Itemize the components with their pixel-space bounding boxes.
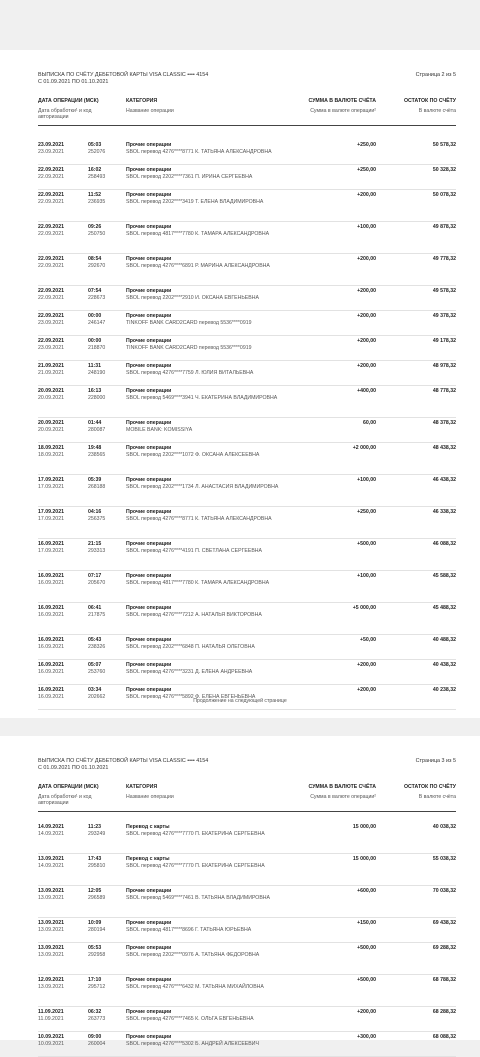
transaction-row xyxy=(38,165,456,190)
operation-description: TINKOFF BANK CARD2CARD перевод 5536****0919 xyxy=(126,320,252,326)
operation-description: SBOL перевод 2202****6848 П. НАТАЛЬЯ ОЛЕГОВНА xyxy=(126,644,255,650)
operation-amount: +150,00 xyxy=(357,920,376,926)
processing-date: 17.09.2021 xyxy=(38,548,64,554)
transaction-row xyxy=(38,1007,456,1032)
processing-date: 16.09.2021 xyxy=(38,580,64,586)
operation-description: SBOL перевод 2202****2910 И. ОКСАНА ЕВГЕНЬЕВНА xyxy=(126,295,259,301)
processing-date: 13.09.2021 xyxy=(38,895,64,901)
continuation-note: Продолжение на следующей странице xyxy=(193,698,287,704)
authorization-code: 295712 xyxy=(88,984,106,990)
operation-date: 11.09.2021 xyxy=(38,1009,64,1015)
statement-page-3 xyxy=(0,736,480,1047)
operation-category: Перевод с карты xyxy=(126,824,170,830)
col-balance-subheader: В валюте счёта xyxy=(418,108,456,114)
operation-amount: +600,00 xyxy=(357,888,376,894)
operation-description: SBOL перевод 4276****5302 Б. АНДРЕЙ АЛЕКСЕЕВИЧ xyxy=(126,1041,259,1047)
operation-amount: +500,00 xyxy=(357,977,376,983)
header-divider xyxy=(38,125,456,126)
authorization-code: 280194 xyxy=(88,927,106,933)
authorization-code: 268188 xyxy=(88,484,106,490)
col-amount-subheader: Сумма в валюте операции² xyxy=(310,108,376,114)
operation-category: Прочие операции xyxy=(126,605,172,611)
account-balance: 40 038,32 xyxy=(432,824,456,830)
transaction-row xyxy=(38,475,456,507)
operation-date: 16.09.2021 xyxy=(38,662,64,668)
transaction-row xyxy=(38,286,456,311)
operation-amount: +250,00 xyxy=(357,167,376,173)
operation-time: 03:34 xyxy=(88,687,102,693)
operation-time: 17:43 xyxy=(88,856,102,862)
operation-amount: +250,00 xyxy=(357,142,376,148)
operation-amount: +200,00 xyxy=(357,687,376,693)
processing-date: 16.09.2021 xyxy=(38,612,64,618)
account-balance: 40 438,32 xyxy=(432,662,456,668)
transaction-row xyxy=(38,635,456,660)
operation-description: SBOL перевод 4817****7780 К. ТАМАРА АЛЕКСАНДРОВНА xyxy=(126,580,270,586)
account-balance: 46 338,32 xyxy=(432,509,456,515)
account-balance: 49 378,32 xyxy=(432,313,456,319)
transaction-list xyxy=(38,140,456,710)
operation-date: 17.09.2021 xyxy=(38,509,64,515)
operation-date: 22.09.2021 xyxy=(38,288,64,294)
operation-time: 00:00 xyxy=(88,338,102,344)
operation-amount: +500,00 xyxy=(357,945,376,951)
operation-amount: +200,00 xyxy=(357,288,376,294)
transaction-row xyxy=(38,822,456,854)
transaction-list xyxy=(38,822,456,1057)
operation-description: SBOL перевод 4276****8771 К. ТАТЬЯНА АЛЕКСАНДРОВНА xyxy=(126,149,272,155)
operation-time: 00:00 xyxy=(88,313,102,319)
operation-category: Прочие операции xyxy=(126,888,172,894)
operation-time: 06:32 xyxy=(88,1009,102,1015)
operation-description: SBOL перевод 2202****1072 Ф. ОКСАНА АЛЕКСЕЕВНА xyxy=(126,452,260,458)
operation-time: 09:26 xyxy=(88,224,102,230)
operation-category: Прочие операции xyxy=(126,977,172,983)
authorization-code: 218870 xyxy=(88,345,106,351)
col-balance-subheader: В валюте счёта xyxy=(418,794,456,800)
operation-category: Прочие операции xyxy=(126,662,172,668)
operation-category: Прочие операции xyxy=(126,338,172,344)
processing-date: 11.09.2021 xyxy=(38,1016,64,1022)
operation-category: Прочие операции xyxy=(126,167,172,173)
operation-date: 13.09.2021 xyxy=(38,945,64,951)
operation-time: 21:15 xyxy=(88,541,102,547)
processing-date: 14.09.2021 xyxy=(38,863,64,869)
processing-date: 23.09.2021 xyxy=(38,320,64,326)
processing-date: 17.09.2021 xyxy=(38,484,64,490)
operation-amount: +100,00 xyxy=(357,224,376,230)
operation-time: 11:23 xyxy=(88,824,101,830)
operation-time: 05:53 xyxy=(88,945,102,951)
authorization-code: 256375 xyxy=(88,516,106,522)
col-amount-subheader: Сумма в валюте операции² xyxy=(310,794,376,800)
operation-description: SBOL перевод 4276****5892 Ф. ЕЛЕНА ЕВГЕНЬЕВНА xyxy=(126,694,256,700)
account-balance: 49 178,32 xyxy=(432,338,456,344)
processing-date: 16.09.2021 xyxy=(38,669,64,675)
operation-amount: +100,00 xyxy=(357,477,376,483)
operation-time: 16:02 xyxy=(88,167,102,173)
operation-description: SBOL перевод 2202****0976 А. ТАТЬЯНА ФЕДОРОВНА xyxy=(126,952,260,958)
operation-description: SBOL перевод 4276****7770 П. ЕКАТЕРИНА СЕРГЕЕВНА xyxy=(126,831,265,837)
transaction-row xyxy=(38,660,456,685)
processing-date: 20.09.2021 xyxy=(38,427,64,433)
account-balance: 68 788,32 xyxy=(432,977,456,983)
operation-category: Прочие операции xyxy=(126,224,172,230)
operation-date: 13.09.2021 xyxy=(38,856,64,862)
operation-description: SBOL перевод 4817****7780 К. ТАМАРА АЛЕКСАНДРОВНА xyxy=(126,231,270,237)
operation-category: Прочие операции xyxy=(126,945,172,951)
operation-category: Прочие операции xyxy=(126,477,172,483)
operation-description: TINKOFF BANK CARD2CARD перевод 5536****0919 xyxy=(126,345,252,351)
account-balance: 46 088,32 xyxy=(432,541,456,547)
authorization-code: 280087 xyxy=(88,427,106,433)
statement-period: С 01.09.2021 ПО 01.10.2021 xyxy=(38,79,109,85)
operation-category: Прочие операции xyxy=(126,637,172,643)
operation-date: 13.09.2021 xyxy=(38,888,64,894)
authorization-code: 293249 xyxy=(88,831,106,837)
transaction-row xyxy=(38,943,456,975)
processing-date: 10.09.2021 xyxy=(38,1041,64,1047)
operation-description: SBOL перевод 2202****7361 П. ИРИНА СЕРГЕЕВНА xyxy=(126,174,253,180)
processing-date: 16.09.2021 xyxy=(38,644,64,650)
operation-time: 07:54 xyxy=(88,288,102,294)
operation-description: SBOL перевод 4276****6891 Р. МАРИНА АЛЕКСАНДРОВНА xyxy=(126,263,270,269)
operation-amount: +200,00 xyxy=(357,192,376,198)
col-balance-header: ОСТАТОК ПО СЧЁТУ xyxy=(404,784,456,790)
authorization-code: 250750 xyxy=(88,231,106,237)
authorization-code: 246147 xyxy=(88,320,106,326)
account-balance: 68 088,32 xyxy=(432,1034,456,1040)
processing-date: 16.09.2021 xyxy=(38,694,64,700)
operation-amount: 60,00 xyxy=(363,420,376,426)
operation-description: SBOL перевод 2202****3419 Т. ЕЛЕНА ВЛАДИМИРОВНА xyxy=(126,199,264,205)
operation-amount: +100,00 xyxy=(357,573,376,579)
operation-category: Прочие операции xyxy=(126,256,172,262)
operation-date: 16.09.2021 xyxy=(38,573,64,579)
operation-date: 20.09.2021 xyxy=(38,388,64,394)
operation-time: 12:05 xyxy=(88,888,102,894)
operation-description: SBOL перевод 4276****7465 К. ОЛЬГА ЕВГЕНЬЕВНА xyxy=(126,1016,254,1022)
operation-description: SBOL перевод 4276****7770 П. ЕКАТЕРИНА СЕРГЕЕВНА xyxy=(126,863,265,869)
operation-time: 01:44 xyxy=(88,420,102,426)
operation-amount: +250,00 xyxy=(357,509,376,515)
transaction-row xyxy=(38,918,456,943)
processing-date: 22.09.2021 xyxy=(38,295,64,301)
authorization-code: 260004 xyxy=(88,1041,106,1047)
operation-date: 22.09.2021 xyxy=(38,338,64,344)
account-balance: 49 578,32 xyxy=(432,288,456,294)
col-category-subheader: Название операции xyxy=(126,108,174,114)
transaction-row xyxy=(38,571,456,603)
operation-date: 16.09.2021 xyxy=(38,605,64,611)
operation-category: Прочие операции xyxy=(126,920,172,926)
operation-category: Прочие операции xyxy=(126,509,172,515)
column-headers xyxy=(38,784,456,814)
statement-header xyxy=(38,72,456,86)
transaction-row xyxy=(38,336,456,361)
operation-date: 23.09.2021 xyxy=(38,142,64,148)
operation-time: 16:13 xyxy=(88,388,102,394)
processing-date: 23.09.2021 xyxy=(38,345,64,351)
processing-date: 13.09.2021 xyxy=(38,952,64,958)
operation-amount: +2 000,00 xyxy=(352,445,376,451)
operation-description: SBOL перевод 4276****6432 М. ТАТЬЯНА МИХАЙЛОВНА xyxy=(126,984,264,990)
operation-date: 22.09.2021 xyxy=(38,167,64,173)
operation-category: Прочие операции xyxy=(126,288,172,294)
account-balance: 55 038,32 xyxy=(432,856,456,862)
col-amount-header: СУММА В ВАЛЮТЕ СЧЁТА xyxy=(308,784,376,790)
operation-category: Прочие операции xyxy=(126,388,172,394)
col-date-subheader: Дата обработки¹ и код авторизации xyxy=(38,794,92,807)
account-balance: 45 488,32 xyxy=(432,605,456,611)
processing-date: 22.09.2021 xyxy=(38,263,64,269)
authorization-code: 296589 xyxy=(88,895,106,901)
authorization-code: 236935 xyxy=(88,199,106,205)
page-number: Страница 2 из 5 xyxy=(415,72,456,78)
authorization-code: 238326 xyxy=(88,644,106,650)
authorization-code: 263773 xyxy=(88,1016,106,1022)
operation-time: 08:54 xyxy=(88,256,102,262)
transaction-row xyxy=(38,507,456,539)
account-balance: 45 588,32 xyxy=(432,573,456,579)
processing-date: 23.09.2021 xyxy=(38,149,64,155)
operation-category: Прочие операции xyxy=(126,1009,172,1015)
account-balance: 48 778,32 xyxy=(432,388,456,394)
operation-amount: +200,00 xyxy=(357,338,376,344)
statement-title: ВЫПИСКА ПО СЧЁТУ ДЕБЕТОВОЙ КАРТЫ VISA CLASSIC •••• 4154 xyxy=(38,758,209,764)
col-date-subheader: Дата обработки¹ и код авторизации xyxy=(38,108,92,121)
operation-description: SBOL перевод 4276****3231 Д. ЕЛЕНА АНДРЕЕВНА xyxy=(126,669,253,675)
col-category-header: КАТЕГОРИЯ xyxy=(126,784,158,790)
processing-date: 13.09.2021 xyxy=(38,984,64,990)
transaction-row xyxy=(38,140,456,165)
header-divider xyxy=(38,811,456,812)
processing-date: 21.09.2021 xyxy=(38,370,64,376)
authorization-code: 228000 xyxy=(88,395,106,401)
account-balance: 69 438,32 xyxy=(432,920,456,926)
transaction-row xyxy=(38,222,456,254)
operation-description: SBOL перевод 5469****3941 Ч. ЕКАТЕРИНА ВЛАДИМИРОВНА xyxy=(126,395,278,401)
operation-time: 04:16 xyxy=(88,509,102,515)
operation-date: 22.09.2021 xyxy=(38,313,64,319)
operation-category: Прочие операции xyxy=(126,445,172,451)
transaction-row xyxy=(38,311,456,336)
col-date-header: ДАТА ОПЕРАЦИИ (МСК) xyxy=(38,98,99,104)
transaction-row xyxy=(38,975,456,1007)
operation-date: 14.09.2021 xyxy=(38,824,64,830)
operation-description: MOBILE BANK: KOMISSIYA xyxy=(126,427,193,433)
statement-header xyxy=(38,758,456,772)
operation-time: 09:00 xyxy=(88,1034,102,1040)
transaction-row xyxy=(38,361,456,386)
account-balance: 40 488,32 xyxy=(432,637,456,643)
account-balance: 68 288,32 xyxy=(432,1009,456,1015)
processing-date: 18.09.2021 xyxy=(38,452,64,458)
operation-time: 10:09 xyxy=(88,920,102,926)
account-balance: 48 978,32 xyxy=(432,363,456,369)
authorization-code: 248190 xyxy=(88,370,106,376)
transaction-row xyxy=(38,603,456,635)
authorization-code: 292958 xyxy=(88,952,106,958)
account-balance: 40 238,32 xyxy=(432,687,456,693)
authorization-code: 258493 xyxy=(88,174,106,180)
authorization-code: 205670 xyxy=(88,580,106,586)
transaction-row xyxy=(38,190,456,222)
operation-date: 18.09.2021 xyxy=(38,445,64,451)
operation-category: Прочие операции xyxy=(126,363,172,369)
processing-date: 22.09.2021 xyxy=(38,174,64,180)
operation-category: Прочие операции xyxy=(126,192,172,198)
statement-title: ВЫПИСКА ПО СЧЁТУ ДЕБЕТОВОЙ КАРТЫ VISA CLASSIC •••• 4154 xyxy=(38,72,209,78)
operation-time: 05:03 xyxy=(88,142,102,148)
operation-date: 20.09.2021 xyxy=(38,420,64,426)
operation-category: Прочие операции xyxy=(126,142,172,148)
account-balance: 46 438,32 xyxy=(432,477,456,483)
processing-date: 13.09.2021 xyxy=(38,927,64,933)
operation-category: Прочие операции xyxy=(126,573,172,579)
operation-description: SBOL перевод 4276****7212 А. НАТАЛЬЯ ВИКТОРОВНА xyxy=(126,612,262,618)
authorization-code: 217875 xyxy=(88,612,106,618)
account-balance: 50 578,32 xyxy=(432,142,456,148)
operation-time: 17:10 xyxy=(88,977,102,983)
operation-time: 05:43 xyxy=(88,637,102,643)
statement-period: С 01.09.2021 ПО 01.10.2021 xyxy=(38,765,109,771)
account-balance: 50 328,32 xyxy=(432,167,456,173)
processing-date: 14.09.2021 xyxy=(38,831,64,837)
operation-amount: +200,00 xyxy=(357,313,376,319)
transaction-row xyxy=(38,386,456,418)
authorization-code: 253760 xyxy=(88,669,106,675)
operation-date: 16.09.2021 xyxy=(38,687,64,693)
processing-date: 22.09.2021 xyxy=(38,199,64,205)
operation-category: Прочие операции xyxy=(126,420,172,426)
authorization-code: 228673 xyxy=(88,295,106,301)
account-balance: 48 378,32 xyxy=(432,420,456,426)
operation-description: SBOL перевод 5469****7461 В. ТАТЬЯНА ВЛАДИМИРОВНА xyxy=(126,895,270,901)
transaction-row xyxy=(38,1032,456,1057)
operation-time: 06:41 xyxy=(88,605,102,611)
operation-date: 13.09.2021 xyxy=(38,920,64,926)
operation-amount: +50,00 xyxy=(359,637,376,643)
operation-category: Перевод с карты xyxy=(126,856,170,862)
transaction-row xyxy=(38,443,456,475)
operation-amount: 15 000,00 xyxy=(352,824,376,830)
account-balance: 49 878,32 xyxy=(432,224,456,230)
transaction-row xyxy=(38,886,456,918)
authorization-code: 292670 xyxy=(88,263,106,269)
operation-date: 22.09.2021 xyxy=(38,224,64,230)
authorization-code: 238565 xyxy=(88,452,106,458)
operation-amount: +300,00 xyxy=(357,1034,376,1040)
operation-amount: +200,00 xyxy=(357,363,376,369)
operation-date: 22.09.2021 xyxy=(38,256,64,262)
operation-amount: +200,00 xyxy=(357,256,376,262)
col-balance-header: ОСТАТОК ПО СЧЁТУ xyxy=(404,98,456,104)
operation-amount: +400,00 xyxy=(357,388,376,394)
operation-amount: +200,00 xyxy=(357,662,376,668)
col-amount-header: СУММА В ВАЛЮТЕ СЧЁТА xyxy=(308,98,376,104)
operation-description: SBOL перевод 4276****4191 П. СВЕТЛАНА СЕРГЕЕВНА xyxy=(126,548,262,554)
transaction-row xyxy=(38,254,456,286)
account-balance: 49 778,32 xyxy=(432,256,456,262)
operation-description: SBOL перевод 2202****1734 Л. АНАСТАСИЯ ВЛАДИМИРОВНА xyxy=(126,484,279,490)
operation-date: 17.09.2021 xyxy=(38,477,64,483)
operation-time: 19:48 xyxy=(88,445,102,451)
operation-date: 21.09.2021 xyxy=(38,363,64,369)
page-number: Страница 3 из 5 xyxy=(415,758,456,764)
operation-category: Прочие операции xyxy=(126,687,172,693)
account-balance: 48 438,32 xyxy=(432,445,456,451)
account-balance: 69 288,32 xyxy=(432,945,456,951)
operation-category: Прочие операции xyxy=(126,541,172,547)
col-date-header: ДАТА ОПЕРАЦИИ (МСК) xyxy=(38,784,99,790)
operation-category: Прочие операции xyxy=(126,1034,172,1040)
authorization-code: 295810 xyxy=(88,863,106,869)
transaction-row xyxy=(38,418,456,443)
col-category-header: КАТЕГОРИЯ xyxy=(126,98,158,104)
operation-amount: 15 000,00 xyxy=(352,856,376,862)
statement-page-2 xyxy=(0,50,480,718)
operation-date: 16.09.2021 xyxy=(38,637,64,643)
operation-date: 22.09.2021 xyxy=(38,192,64,198)
processing-date: 20.09.2021 xyxy=(38,395,64,401)
account-balance: 50 078,32 xyxy=(432,192,456,198)
authorization-code: 293313 xyxy=(88,548,106,554)
authorization-code: 202662 xyxy=(88,694,106,700)
col-category-subheader: Название операции xyxy=(126,794,174,800)
operation-date: 10.09.2021 xyxy=(38,1034,64,1040)
operation-date: 16.09.2021 xyxy=(38,541,64,547)
operation-amount: +200,00 xyxy=(357,1009,376,1015)
operation-time: 05:07 xyxy=(88,662,102,668)
operation-description: SBOL перевод 4817****8696 Г. ТАТЬЯНА ЮРЬЕВНА xyxy=(126,927,252,933)
account-balance: 70 038,32 xyxy=(432,888,456,894)
processing-date: 17.09.2021 xyxy=(38,516,64,522)
operation-category: Прочие операции xyxy=(126,313,172,319)
operation-description: SBOL перевод 4276****8771 К. ТАТЬЯНА АЛЕКСАНДРОВНА xyxy=(126,516,272,522)
operation-time: 11:52 xyxy=(88,192,101,198)
operation-time: 11:31 xyxy=(88,363,101,369)
transaction-row xyxy=(38,539,456,571)
operation-date: 12.09.2021 xyxy=(38,977,64,983)
operation-time: 07:17 xyxy=(88,573,102,579)
authorization-code: 252076 xyxy=(88,149,106,155)
operation-amount: +500,00 xyxy=(357,541,376,547)
operation-description: SBOL перевод 4276****7759 Л. ЮЛИЯ ВИТАЛЬЕВНА xyxy=(126,370,254,376)
processing-date: 22.09.2021 xyxy=(38,231,64,237)
operation-time: 05:39 xyxy=(88,477,102,483)
transaction-row xyxy=(38,854,456,886)
column-headers xyxy=(38,98,456,128)
operation-amount: +5 000,00 xyxy=(352,605,376,611)
